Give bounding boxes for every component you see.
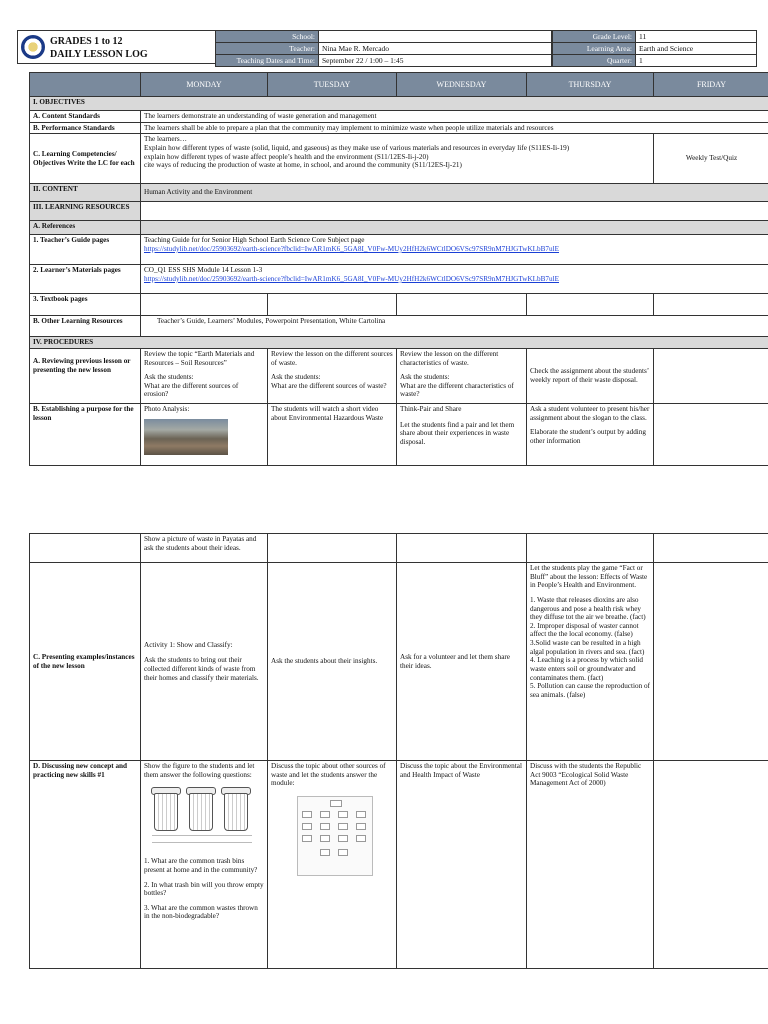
- content-text: Human Activity and the Environment: [141, 184, 768, 202]
- text-line: What are the different sources of waste?: [271, 381, 387, 390]
- teacher-value: Nina Mae R. Mercado: [319, 43, 552, 55]
- trash-bins-figure: [144, 783, 262, 851]
- textbook-cell: [268, 294, 397, 316]
- module-diagram-figure: [297, 796, 373, 876]
- content-standards-text: The learners demonstrate an understanding of waste generation and management: [141, 111, 768, 123]
- reviewing-thursday: Check the assignment about the students’ weekly report of their waste disposal.: [527, 348, 654, 403]
- module-box: [356, 811, 366, 818]
- dates-value: September 22 / 1:00 – 1:45: [319, 55, 552, 67]
- discussing-wednesday: Discuss the topic about the Environmental and Health Impact of Waste: [397, 761, 527, 969]
- content-standards-label: A. Content Standards: [30, 111, 141, 123]
- reviewing-friday: [654, 348, 768, 403]
- text-line: Review the lesson on the different sources of waste.: [271, 349, 393, 367]
- lm-pages-text: [141, 265, 768, 294]
- school-value: [319, 31, 552, 43]
- day-friday: FRIDAY: [654, 73, 768, 97]
- competencies-text: [141, 134, 654, 184]
- corner-cell: [30, 73, 141, 97]
- tg-pages-link[interactable]: https://studylib.net/doc/25903692/earth-science?fbclid=IwAR1mK6_5GA8I_V0Fw-MUy2HfH2k6WCtlDO6VSc97SR9nM7HJGTwKLbB7ulE: [144, 244, 559, 253]
- text-line: Think-Pair and Share: [400, 404, 462, 413]
- presenting-monday: [141, 563, 268, 761]
- purpose-cont-label: [30, 534, 141, 563]
- presenting-tuesday: Ask the students about their insights.: [268, 563, 397, 761]
- discussing-thursday: Discuss with the students the Republic Act 9003 “Ecological Solid Waste Management Act of 2000): [527, 761, 654, 969]
- text-line: Show the figure to the students and let them answer the following questions:: [144, 762, 255, 779]
- quarter-value: 1: [636, 55, 757, 67]
- purpose-monday: [141, 403, 268, 465]
- text-line: Ask the students to bring out their collected different kinds of waste from their homes and classify their materials.: [144, 656, 259, 682]
- dates-label: Teaching Dates and Time:: [216, 55, 319, 67]
- reviewing-tuesday: [268, 348, 397, 403]
- lm-pages-label: 2. Learner’s Materials pages: [30, 265, 141, 294]
- resources-heading: III. LEARNING RESOURCES: [30, 202, 141, 221]
- area-value: Earth and Science: [636, 43, 757, 55]
- quarter-label: Quarter:: [553, 55, 636, 67]
- text-line: Ask the students:: [271, 373, 321, 382]
- procedures-heading: IV. PROCEDURES: [30, 337, 768, 349]
- text-line: Elaborate the student’s output by adding other information: [530, 428, 646, 445]
- grade-label: Grade Level:: [553, 31, 636, 43]
- tg-pages-text: [141, 235, 768, 265]
- presenting-wednesday: Ask for a volunteer and let them share their ideas.: [397, 563, 527, 761]
- module-box: [320, 835, 330, 842]
- lesson-table-part2: [29, 533, 768, 969]
- purpose-label: B. Establishing a purpose for the lesson: [30, 403, 141, 465]
- friday-quiz: Weekly Test/Quiz: [654, 134, 768, 184]
- purpose-cont-tuesday: [268, 534, 397, 563]
- trash-bin-icon: [154, 793, 178, 831]
- reviewing-monday: [141, 348, 268, 403]
- area-label: Learning Area:: [553, 43, 636, 55]
- references-label: A. References: [30, 221, 141, 235]
- text-line: Ask the students:: [144, 373, 194, 382]
- reviewing-label: A. Reviewing previous lesson or presenting the new lesson: [30, 348, 141, 403]
- module-box: [338, 823, 348, 830]
- text-line: Ask the students:: [400, 373, 450, 382]
- text-line: Let the students play the game “Fact or Bluff” about the lesson: Effects of Waste in People’s Health and Environment.: [530, 564, 648, 590]
- presenting-thursday: [527, 563, 654, 761]
- discussing-friday: [654, 761, 768, 969]
- lm-pages-desc: CO_Q1 ESS SHS Module 14 Lesson 1-3: [144, 266, 263, 275]
- text-line: What are the different characteristics of waste?: [400, 381, 514, 399]
- presenting-label: C. Presenting examples/instances of the new lesson: [30, 563, 141, 761]
- text-line: 5. Pollution can cause the reproduction of sea animals. (false): [530, 682, 650, 699]
- day-wednesday: WEDNESDAY: [397, 73, 527, 97]
- module-box: [302, 823, 312, 830]
- module-box: [338, 835, 348, 842]
- performance-standards-label: B. Performance Standards: [30, 122, 141, 134]
- resources-empty: [141, 202, 768, 221]
- module-box: [302, 835, 312, 842]
- purpose-tuesday: The students will watch a short video about Environmental Hazardous Waste: [268, 403, 397, 465]
- discussing-monday: [141, 761, 268, 969]
- tg-pages-label: 1. Teacher’s Guide pages: [30, 235, 141, 265]
- presenting-friday: [654, 563, 768, 761]
- performance-standards-text: The learners shall be able to prepare a plan that the community may implement to minimize waste when people utilize materials and resources: [141, 122, 768, 134]
- text-line: Discuss the topic about other sources of waste and let the students answer the module:: [271, 762, 386, 788]
- question-line: 3. What are the common wastes thrown in the non-biodegradable?: [144, 903, 258, 921]
- competency-line: explain how different types of waste affect people’s health and the environment (S11/12ES-Ii-j-20): [144, 152, 429, 161]
- competency-line: The learners…: [144, 135, 187, 144]
- text-line: Review the lesson on the different characteristics of waste.: [400, 349, 499, 367]
- teacher-label: Teacher:: [216, 43, 319, 55]
- header-info-right: [552, 30, 757, 67]
- school-label: School:: [216, 31, 319, 43]
- text-line: Activity 1: Show and Classify:: [144, 640, 233, 649]
- text-line: Let the students find a pair and let them share about their experiences in waste disposal.: [400, 420, 515, 446]
- doc-title-line1: GRADES 1 to 12: [50, 36, 123, 47]
- purpose-cont-wednesday: [397, 534, 527, 563]
- textbook-cell: [654, 294, 768, 316]
- textbook-cell: [527, 294, 654, 316]
- competency-line: cite ways of reducing the production of waste at home, in school, and around the community (S11/12ES-Ij-21): [144, 161, 462, 170]
- deped-seal-icon: [21, 35, 45, 59]
- text-line: What are the different sources of erosion?: [144, 381, 239, 399]
- trash-bin-icon: [189, 793, 213, 831]
- objectives-heading: I. OBJECTIVES: [30, 97, 768, 111]
- text-line: Photo Analysis:: [144, 404, 190, 413]
- day-monday: MONDAY: [141, 73, 268, 97]
- tg-pages-desc: Teaching Guide for for Senior High School Earth Science Core Subject page: [144, 236, 365, 245]
- text-line: Review the topic “Earth Materials and Resources – Soil Resources”: [144, 349, 255, 367]
- text-line: 3.Solid waste can be resulted in a high algal population in rivers and sea. (fact): [530, 639, 645, 656]
- day-thursday: THURSDAY: [527, 73, 654, 97]
- trash-bin-icon: [224, 793, 248, 831]
- lesson-table-part1: [29, 72, 768, 466]
- module-box: [320, 823, 330, 830]
- purpose-friday: [654, 403, 768, 465]
- module-box: [338, 849, 348, 856]
- lm-pages-link[interactable]: https://studylib.net/doc/25903692/earth-science?fbclid=IwAR1mK6_5GA8I_V0Fw-MUy2HfH2k6WCtlDO6VSc97SR9nM7HJGTwKLbB7ulE: [144, 274, 559, 283]
- discussing-label: D. Discussing new concept and practicing new skills #1: [30, 761, 141, 969]
- module-box: [320, 811, 330, 818]
- text-line: 4. Leaching is a process by which solid waste enters soil or groundwater and contaminates them. (fact): [530, 656, 643, 682]
- header-info-left: [215, 30, 552, 67]
- module-box: [356, 835, 366, 842]
- day-tuesday: TUESDAY: [268, 73, 397, 97]
- textbook-cell: [397, 294, 527, 316]
- purpose-cont-friday: [654, 534, 768, 563]
- module-box: [302, 811, 312, 818]
- question-line: 2. In what trash bin will you throw empty bottles?: [144, 880, 264, 898]
- module-box: [356, 823, 366, 830]
- grade-value: 11: [636, 31, 757, 43]
- competencies-label: C. Learning Competencies/ Objectives Write the LC for each: [30, 134, 141, 184]
- text-line: Ask a student volunteer to present his/her assignment about the slogan to the class.: [530, 404, 650, 422]
- purpose-cont-thursday: [527, 534, 654, 563]
- purpose-wednesday: [397, 403, 527, 465]
- doc-title-line2: DAILY LESSON LOG: [50, 49, 148, 60]
- references-empty: [141, 221, 768, 235]
- content-heading: II. CONTENT: [30, 184, 141, 202]
- header: [17, 30, 217, 64]
- purpose-cont-monday: Show a picture of waste in Payatas and ask the students about their ideas.: [141, 534, 268, 563]
- module-box: [330, 800, 342, 807]
- textbook-pages-label: 3. Textbook pages: [30, 294, 141, 316]
- module-box: [320, 849, 330, 856]
- figure-caption-lines: [152, 835, 252, 843]
- question-line: 1. What are the common trash bins present at home and in the community?: [144, 857, 258, 874]
- other-resources-text: Teacher’s Guide, Learners’ Modules, Powerpoint Presentation, White Cartolina: [141, 316, 768, 337]
- textbook-cell: [141, 294, 268, 316]
- other-resources-label: B. Other Learning Resources: [30, 316, 141, 337]
- reviewing-wednesday: [397, 348, 527, 403]
- discussing-tuesday: [268, 761, 397, 969]
- module-box: [338, 811, 348, 818]
- competency-line: Explain how different types of waste (solid, liquid, and gaseous) as they make use of various materials and resources in everyday life (S11ES-Ii-19): [144, 143, 570, 152]
- text-line: 1. Waste that releases dioxins are also dangerous and pose a health risk whey they diffuse tot the air we breathe. (fact): [530, 595, 646, 622]
- payatas-waste-photo: [144, 419, 228, 455]
- text-line: 2. Improper disposal of waster cannot affect the the local economy. (false): [530, 621, 639, 639]
- purpose-thursday: [527, 403, 654, 465]
